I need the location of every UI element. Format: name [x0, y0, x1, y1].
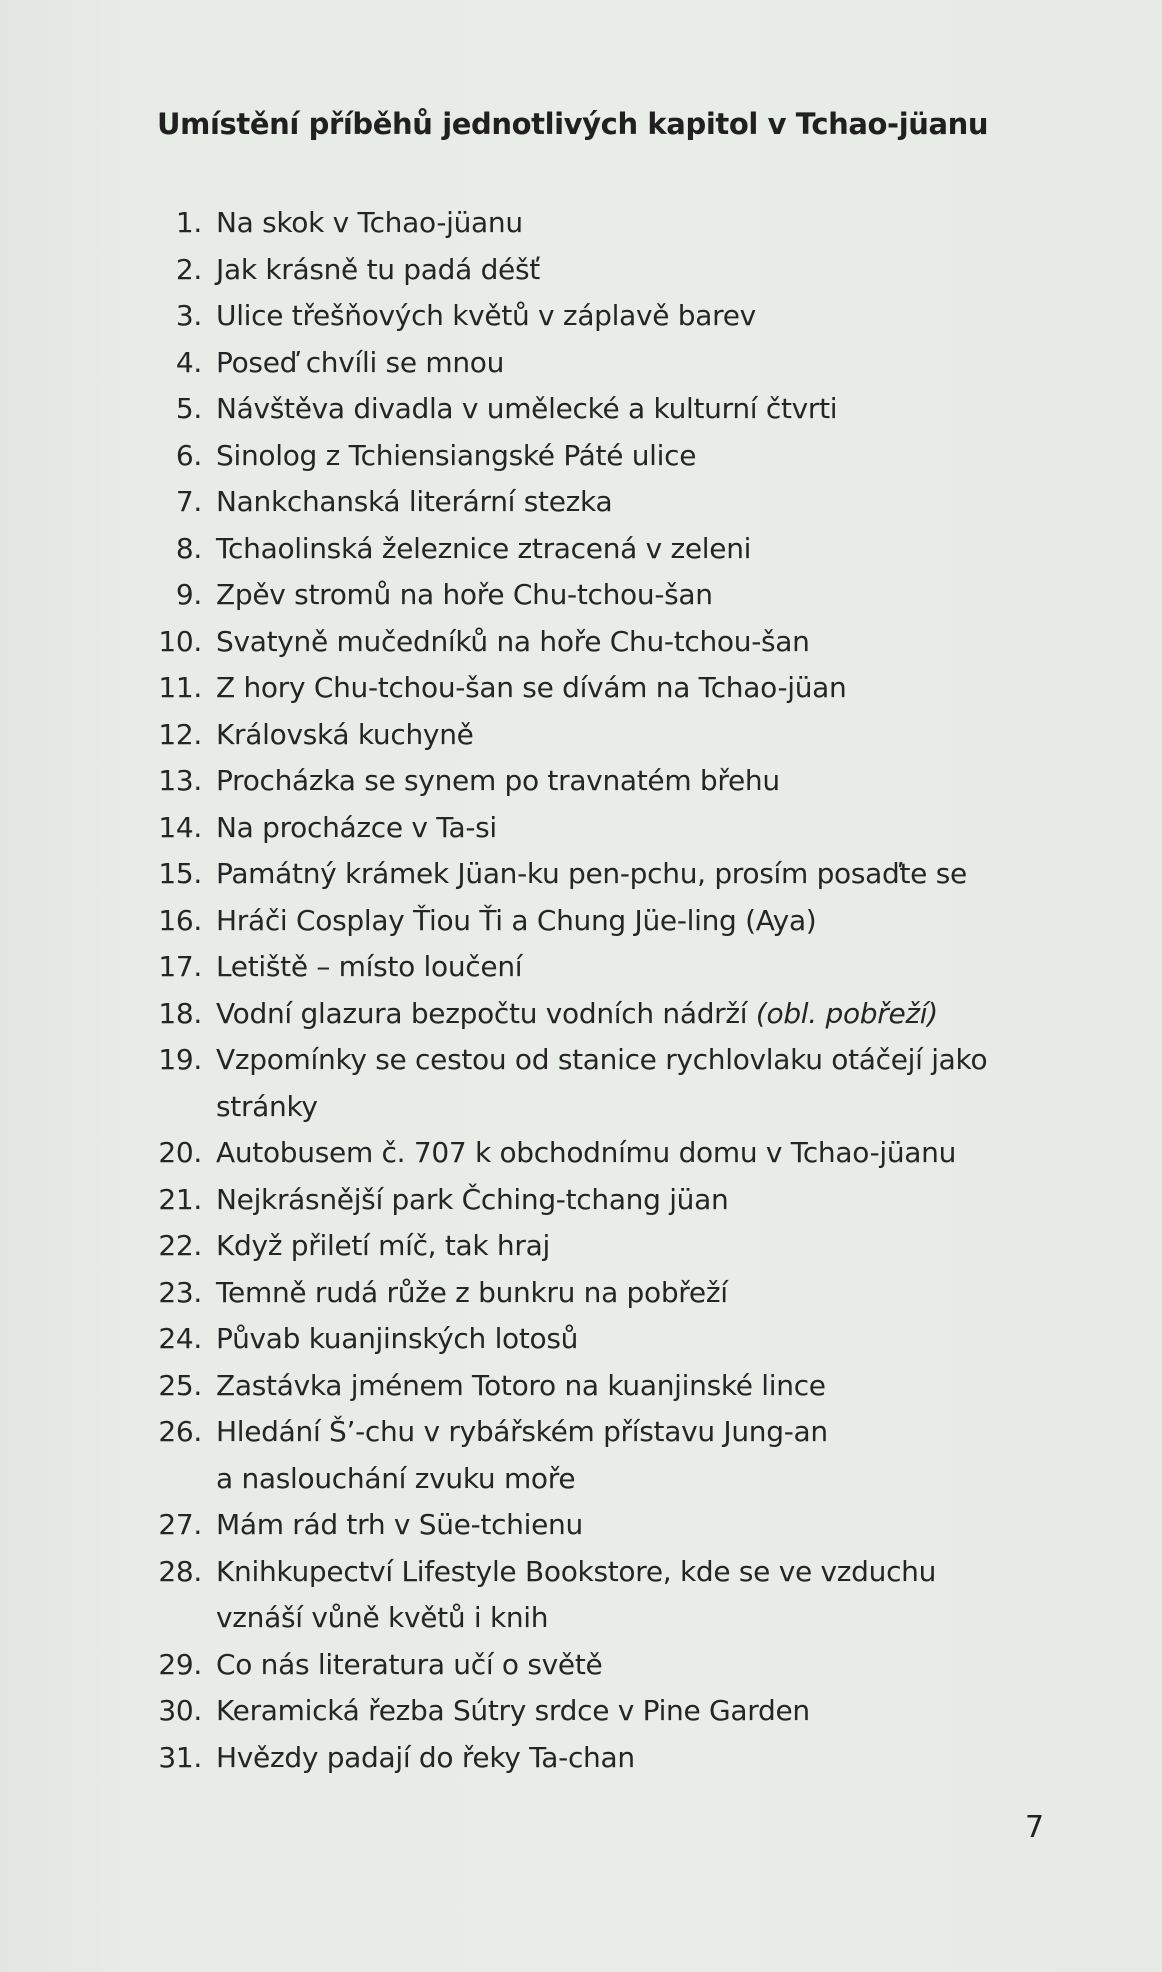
chapter-title-line: Návštěva divadla v umělecké a kulturní čtvrti: [216, 392, 838, 425]
chapter-number: 30.: [158, 1694, 202, 1727]
chapter-title-line: Co nás literatura učí o světě: [216, 1647, 603, 1681]
chapter-item: [140, 200, 1070, 247]
chapter-item: [140, 433, 1070, 480]
chapter-title: [216, 1316, 1070, 1363]
chapter-title: [216, 386, 1070, 433]
chapter-number: 22.: [158, 1229, 202, 1262]
chapter-title: [216, 247, 1070, 294]
chapter-title-line: Hledání Š’-chu v rybářském přístavu Jung-an: [216, 1415, 828, 1448]
chapter-title: [216, 944, 1070, 991]
chapter-number: 27.: [158, 1508, 202, 1541]
chapter-title-line: Jak krásně tu padá déšť: [216, 252, 540, 286]
chapter-item: [140, 1735, 1070, 1782]
chapter-list: [140, 200, 1070, 1781]
chapter-number: 18.: [158, 996, 202, 1030]
page-number: 7: [1025, 1810, 1045, 1845]
chapter-note: (obl. pobřeží): [755, 996, 938, 1030]
chapter-item: [140, 1642, 1070, 1689]
chapter-item: [140, 991, 1070, 1038]
chapter-title: [216, 433, 1070, 480]
chapter-number: 2.: [175, 252, 202, 286]
chapter-title-line: Autobusem č. 707 k obchodnímu domu v Tchao-jüanu: [216, 1136, 957, 1169]
chapter-number: 5.: [175, 392, 202, 425]
chapter-number: 13.: [158, 764, 202, 797]
chapter-number: 4.: [175, 345, 202, 379]
chapter-title: [216, 898, 1070, 945]
chapter-item: [140, 293, 1070, 340]
chapter-number: 3.: [175, 299, 202, 332]
chapter-item: [140, 805, 1070, 852]
chapter-title: [216, 200, 1070, 247]
chapter-item: [140, 1363, 1070, 1410]
chapter-title-line: Na skok v Tchao-jüanu: [216, 206, 523, 239]
chapter-title: [216, 1688, 1070, 1735]
chapter-number: 14.: [158, 810, 202, 844]
chapter-title: [216, 526, 1070, 573]
chapter-item: [140, 1502, 1070, 1549]
chapter-title-line: Hvězdy padají do řeky Ta-chan: [216, 1740, 635, 1774]
chapter-item: [140, 758, 1070, 805]
chapter-title-line: Když přiletí míč, tak hraj: [216, 1229, 550, 1262]
chapter-item: [140, 712, 1070, 759]
chapter-title: [216, 619, 1070, 666]
chapter-item: [140, 619, 1070, 666]
chapter-title-line: Ulice třešňových květů v záplavě barev: [216, 299, 756, 332]
chapter-title-line: Procházka se synem po travnatém břehu: [216, 764, 780, 797]
chapter-item: [140, 898, 1070, 945]
chapter-item: [140, 1130, 1070, 1177]
chapter-title: [216, 1642, 1070, 1689]
chapter-number: 10.: [158, 624, 202, 658]
chapter-number: 6.: [175, 438, 202, 472]
chapter-item: [140, 1037, 1070, 1130]
chapter-number: 7.: [175, 485, 202, 518]
chapter-number: 8.: [175, 531, 202, 565]
chapter-item: [140, 1409, 1070, 1502]
chapter-number: 28.: [158, 1554, 202, 1588]
chapter-number: 20.: [158, 1136, 202, 1169]
chapter-title: [216, 1363, 1070, 1410]
chapter-item: [140, 572, 1070, 619]
chapter-number: 12.: [158, 717, 202, 751]
chapter-title-line: Letiště – místo loučení: [216, 950, 523, 983]
chapter-item: [140, 1316, 1070, 1363]
chapter-title: [216, 1735, 1070, 1782]
chapter-title-line: Královská kuchyně: [216, 717, 474, 751]
chapter-title-line: Z hory Chu-tchou-šan se dívám na Tchao-jüan: [216, 671, 847, 704]
chapter-title: [216, 851, 1070, 898]
chapter-title-line: Mám rád trh v Süe-tchienu: [216, 1508, 583, 1541]
chapter-title: [216, 340, 1070, 387]
chapter-item: [140, 247, 1070, 294]
chapter-number: 23.: [158, 1275, 202, 1309]
chapter-title-line: Keramická řezba Sútry srdce v Pine Garden: [216, 1694, 810, 1727]
chapter-title: [216, 805, 1070, 852]
chapter-title: [216, 293, 1070, 340]
chapter-number: 9.: [175, 578, 202, 611]
chapter-title-line: Nankchanská literární stezka: [216, 485, 613, 518]
chapter-title-line: Poseď chvíli se mnou: [216, 345, 505, 379]
chapter-title: [216, 1270, 1070, 1317]
chapter-number: 19.: [158, 1043, 202, 1076]
chapter-number: 26.: [158, 1415, 202, 1448]
chapter-title-line: Svatyně mučedníků na hoře Chu-tchou-šan: [216, 624, 810, 658]
page-title: Umístění příběhů jednotlivých kapitol v Tchao-jüanu: [157, 107, 989, 141]
chapter-title: [216, 665, 1070, 712]
chapter-title-line: Nejkrásnější park Čching-tchang jüan: [216, 1182, 729, 1216]
chapter-title: [216, 758, 1070, 805]
chapter-number: 15.: [158, 857, 202, 890]
chapter-number: 11.: [158, 671, 202, 704]
chapter-title-line: a naslouchání zvuku moře: [216, 1461, 576, 1495]
chapter-title-line: Památný krámek Jüan-ku pen-pchu, prosím posaďte se: [216, 857, 967, 890]
chapter-title-line: Na procházce v Ta-si: [216, 810, 497, 844]
chapter-title-line: Zastávka jménem Totoro na kuanjinské lince: [216, 1368, 826, 1402]
chapter-item: [140, 526, 1070, 573]
chapter-number: 29.: [158, 1647, 202, 1681]
chapter-title: [216, 1177, 1070, 1224]
chapter-number: 21.: [158, 1182, 202, 1216]
chapter-item: [140, 944, 1070, 991]
chapter-item: [140, 1223, 1070, 1270]
chapter-title: [216, 1223, 1070, 1270]
chapter-title-line: Vzpomínky se cestou od stanice rychlovlaku otáčejí jako: [216, 1043, 988, 1076]
chapter-number: 31.: [158, 1740, 202, 1774]
chapter-title-line: Vodní glazura bezpočtu vodních nádrží: [216, 996, 748, 1030]
chapter-item: [140, 1688, 1070, 1735]
chapter-title: [216, 479, 1070, 526]
chapter-title-line: Hráči Cosplay Ťiou Ťi a Chung Jüe-ling (Aya): [216, 903, 817, 937]
chapter-number: 25.: [158, 1368, 202, 1402]
chapter-title-line: Sinolog z Tchiensiangské Páté ulice: [216, 438, 697, 472]
chapter-item: [140, 340, 1070, 387]
chapter-title: [216, 1130, 1070, 1177]
chapter-item: [140, 851, 1070, 898]
chapter-item: [140, 479, 1070, 526]
chapter-item: [140, 665, 1070, 712]
chapter-title: [216, 1549, 1070, 1642]
chapter-title-line: stránky: [216, 1089, 318, 1123]
chapter-title: [216, 1409, 1070, 1502]
chapter-number: 16.: [158, 903, 202, 937]
chapter-item: [140, 1549, 1070, 1642]
chapter-number: 1.: [175, 206, 202, 239]
chapter-number: 24.: [158, 1322, 202, 1355]
chapter-title-line: Knihkupectví Lifestyle Bookstore, kde se ve vzduchu: [216, 1554, 937, 1588]
chapter-title-line: vznáší vůně květů i knih: [216, 1601, 549, 1634]
chapter-item: [140, 1270, 1070, 1317]
chapter-title: [216, 712, 1070, 759]
chapter-title: [216, 1037, 1070, 1130]
chapter-title-line: Půvab kuanjinských lotosů: [216, 1322, 579, 1355]
chapter-item: [140, 1177, 1070, 1224]
chapter-number: 17.: [158, 950, 202, 983]
chapter-title-line: Temně rudá růže z bunkru na pobřeží: [216, 1275, 728, 1309]
chapter-title: [216, 1502, 1070, 1549]
chapter-title-line: Zpěv stromů na hoře Chu-tchou-šan: [216, 578, 713, 611]
chapter-title: [216, 991, 1070, 1038]
chapter-item: [140, 386, 1070, 433]
chapter-title-line: Tchaolinská železnice ztracená v zeleni: [216, 531, 752, 565]
chapter-title: [216, 572, 1070, 619]
